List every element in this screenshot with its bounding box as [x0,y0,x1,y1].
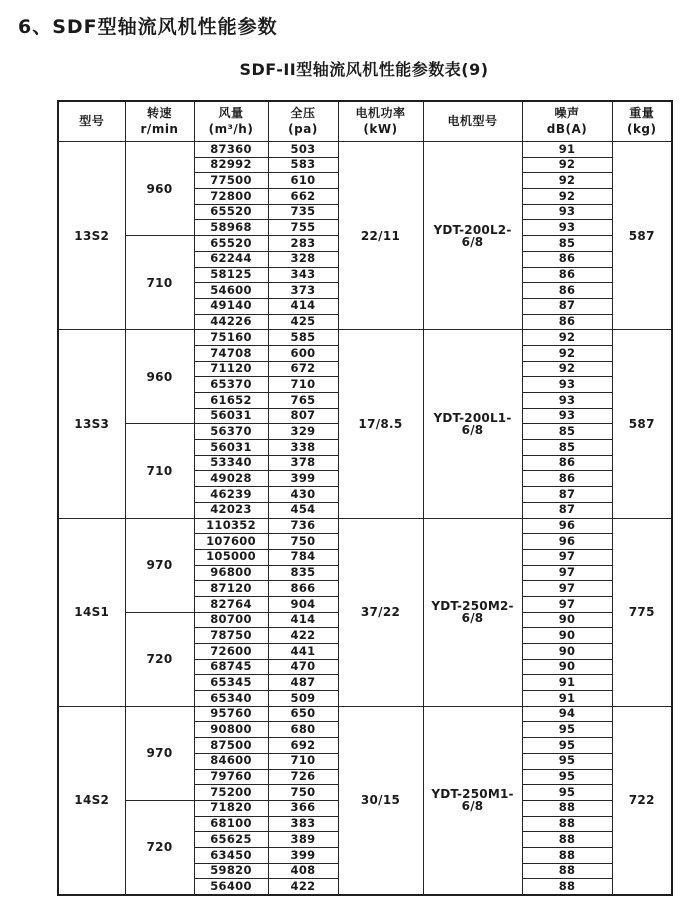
cell-noise: 93 [522,377,612,393]
column-header-model [58,101,125,142]
cell-noise: 86 [522,251,612,267]
column-header-flow-line: (m³/h) [208,121,254,136]
cell-pressure: 692 [268,738,338,754]
column-header-noise [522,101,612,142]
column-header-noise-line: 噪声 [554,105,580,120]
cell-weight: 587 [612,330,672,518]
column-header-flow-line: 风量 [218,105,244,120]
cell-flow: 87360 [194,142,268,158]
cell-flow: 61652 [194,393,268,409]
cell-flow: 75160 [194,330,268,346]
cell-pressure: 414 [268,612,338,628]
cell-noise: 87 [522,502,612,518]
cell-pressure: 378 [268,455,338,471]
table-head [58,101,672,142]
cell-noise: 86 [522,455,612,471]
cell-pressure: 383 [268,816,338,832]
cell-pressure: 503 [268,142,338,158]
cell-flow: 58125 [194,267,268,283]
cell-weight: 722 [612,706,672,895]
cell-flow: 79760 [194,769,268,785]
cell-pressure: 672 [268,361,338,377]
fan-performance-table [57,100,673,896]
cell-pressure: 662 [268,189,338,205]
cell-noise: 95 [522,769,612,785]
cell-model: 14S1 [58,518,125,706]
cell-model: 14S2 [58,706,125,895]
cell-pressure: 904 [268,596,338,612]
cell-flow: 62244 [194,251,268,267]
cell-noise: 97 [522,549,612,565]
cell-flow: 54600 [194,283,268,299]
cell-noise: 95 [522,753,612,769]
cell-pressure: 408 [268,863,338,879]
column-header-pressure [268,101,338,142]
cell-flow: 84600 [194,753,268,769]
column-header-pressure-line: 全压 [290,105,316,120]
cell-pressure: 487 [268,675,338,691]
cell-pressure: 470 [268,659,338,675]
cell-flow: 90800 [194,722,268,738]
cell-noise: 85 [522,440,612,456]
cell-noise: 92 [522,361,612,377]
cell-pressure: 454 [268,502,338,518]
cell-weight: 775 [612,518,672,706]
table-body [58,142,672,896]
data-row [58,706,672,722]
cell-flow: 74708 [194,345,268,361]
cell-flow: 53340 [194,455,268,471]
cell-pressure: 710 [268,753,338,769]
cell-flow: 68100 [194,816,268,832]
cell-noise: 97 [522,565,612,581]
cell-noise: 93 [522,408,612,424]
cell-pressure: 784 [268,549,338,565]
cell-noise: 87 [522,487,612,503]
column-header-speed-line: r/min [140,121,179,136]
cell-rpm: 970 [125,706,194,800]
cell-model: 13S2 [58,142,125,330]
cell-noise: 87 [522,298,612,314]
cell-noise: 90 [522,628,612,644]
cell-pressure: 600 [268,345,338,361]
column-header-weight [612,101,672,142]
cell-model: 13S3 [58,330,125,518]
column-header-flow [194,101,268,142]
cell-pressure: 399 [268,847,338,863]
cell-flow: 56400 [194,879,268,895]
cell-flow: 77500 [194,173,268,189]
cell-flow: 58968 [194,220,268,236]
column-header-pressure-line: (pa) [288,121,318,136]
cell-flow: 80700 [194,612,268,628]
cell-rpm: 960 [125,142,194,236]
cell-pressure: 866 [268,581,338,597]
document-heading: 6、SDF型轴流风机性能参数 [18,16,278,38]
cell-pressure: 338 [268,440,338,456]
cell-noise: 90 [522,659,612,675]
cell-flow: 71120 [194,361,268,377]
cell-flow: 68745 [194,659,268,675]
cell-flow: 65625 [194,832,268,848]
cell-pressure: 750 [268,534,338,550]
cell-noise: 88 [522,832,612,848]
cell-flow: 65370 [194,377,268,393]
cell-noise: 88 [522,800,612,816]
column-header-noise-line: dB(A) [546,121,588,136]
table-caption: SDF-II型轴流风机性能参数表(9) [239,60,489,79]
header-row [58,101,672,142]
cell-noise: 97 [522,581,612,597]
cell-pressure: 509 [268,691,338,707]
cell-pressure: 389 [268,832,338,848]
cell-flow: 105000 [194,549,268,565]
cell-pressure: 807 [268,408,338,424]
cell-noise: 90 [522,644,612,660]
cell-rpm: 710 [125,424,194,518]
cell-noise: 88 [522,816,612,832]
cell-noise: 93 [522,220,612,236]
cell-pressure: 710 [268,377,338,393]
cell-pressure: 583 [268,157,338,173]
cell-motor: YDT-250M1-6/8 [423,706,522,895]
cell-noise: 96 [522,534,612,550]
cell-flow: 59820 [194,863,268,879]
data-row [58,518,672,534]
cell-flow: 72800 [194,189,268,205]
cell-pressure: 366 [268,800,338,816]
column-header-power [338,101,423,142]
cell-noise: 88 [522,863,612,879]
cell-pressure: 283 [268,236,338,252]
cell-pressure: 750 [268,785,338,801]
cell-flow: 44226 [194,314,268,330]
cell-noise: 88 [522,847,612,863]
cell-flow: 46239 [194,487,268,503]
data-row [58,142,672,158]
cell-noise: 95 [522,738,612,754]
cell-noise: 92 [522,157,612,173]
cell-noise: 94 [522,706,612,722]
cell-flow: 75200 [194,785,268,801]
cell-pressure: 430 [268,487,338,503]
cell-flow: 56031 [194,408,268,424]
cell-noise: 91 [522,675,612,691]
column-header-power-line: (kW) [363,121,398,136]
cell-flow: 96800 [194,565,268,581]
data-row [58,330,672,346]
cell-flow: 65340 [194,691,268,707]
cell-noise: 92 [522,345,612,361]
cell-pressure: 585 [268,330,338,346]
cell-noise: 86 [522,314,612,330]
cell-noise: 86 [522,283,612,299]
cell-noise: 91 [522,142,612,158]
cell-power: 30/15 [338,706,423,895]
cell-noise: 88 [522,879,612,895]
cell-pressure: 328 [268,251,338,267]
column-header-weight-line: 重量 [629,105,655,120]
cell-power: 22/11 [338,142,423,330]
cell-noise: 96 [522,518,612,534]
cell-noise: 92 [522,173,612,189]
cell-noise: 92 [522,189,612,205]
cell-pressure: 343 [268,267,338,283]
cell-flow: 78750 [194,628,268,644]
cell-noise: 92 [522,330,612,346]
cell-flow: 71820 [194,800,268,816]
cell-flow: 72600 [194,644,268,660]
cell-pressure: 373 [268,283,338,299]
cell-flow: 56031 [194,440,268,456]
cell-pressure: 835 [268,565,338,581]
cell-power: 17/8.5 [338,330,423,518]
cell-rpm: 720 [125,612,194,706]
cell-pressure: 414 [268,298,338,314]
cell-flow: 82992 [194,157,268,173]
cell-pressure: 755 [268,220,338,236]
cell-noise: 86 [522,471,612,487]
column-header-model-line: 型号 [79,113,105,128]
column-header-weight-line: (kg) [626,121,657,136]
cell-pressure: 736 [268,518,338,534]
cell-weight: 587 [612,142,672,330]
cell-flow: 87120 [194,581,268,597]
cell-flow: 49028 [194,471,268,487]
column-header-speed [125,101,194,142]
cell-noise: 93 [522,204,612,220]
cell-pressure: 650 [268,706,338,722]
cell-flow: 95760 [194,706,268,722]
cell-noise: 90 [522,612,612,628]
cell-noise: 97 [522,596,612,612]
cell-motor: YDT-200L1-6/8 [423,330,522,518]
cell-pressure: 422 [268,879,338,895]
column-header-power-line: 电机功率 [355,105,406,120]
cell-flow: 49140 [194,298,268,314]
cell-motor: YDT-200L2-6/8 [423,142,522,330]
cell-flow: 65345 [194,675,268,691]
cell-flow: 110352 [194,518,268,534]
column-header-motor-line: 电机型号 [447,113,498,128]
cell-pressure: 610 [268,173,338,189]
cell-pressure: 726 [268,769,338,785]
cell-pressure: 765 [268,393,338,409]
cell-pressure: 680 [268,722,338,738]
cell-noise: 86 [522,267,612,283]
cell-noise: 85 [522,424,612,440]
cell-rpm: 970 [125,518,194,612]
cell-flow: 56370 [194,424,268,440]
cell-pressure: 425 [268,314,338,330]
cell-flow: 65520 [194,204,268,220]
cell-rpm: 720 [125,800,194,895]
cell-motor: YDT-250M2-6/8 [423,518,522,706]
cell-noise: 95 [522,722,612,738]
cell-pressure: 441 [268,644,338,660]
cell-flow: 65520 [194,236,268,252]
cell-flow: 87500 [194,738,268,754]
cell-noise: 91 [522,691,612,707]
cell-noise: 95 [522,785,612,801]
cell-noise: 93 [522,393,612,409]
cell-flow: 82764 [194,596,268,612]
column-header-motor [423,101,522,142]
cell-power: 37/22 [338,518,423,706]
cell-pressure: 399 [268,471,338,487]
cell-flow: 107600 [194,534,268,550]
cell-rpm: 710 [125,236,194,330]
column-header-speed-line: 转速 [146,105,172,120]
cell-rpm: 960 [125,330,194,424]
cell-flow: 42023 [194,502,268,518]
cell-pressure: 735 [268,204,338,220]
cell-pressure: 422 [268,628,338,644]
cell-pressure: 329 [268,424,338,440]
cell-flow: 63450 [194,847,268,863]
cell-noise: 85 [522,236,612,252]
